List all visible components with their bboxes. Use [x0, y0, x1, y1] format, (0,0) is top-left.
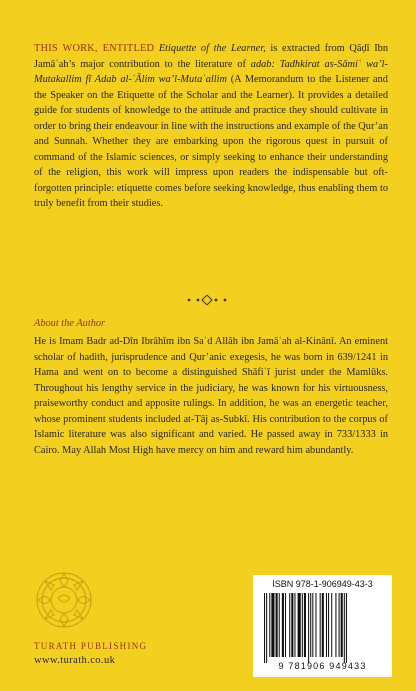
blurb-text-2: (A Memorandum to the Listener and the Speaker on the Etiquette of the Scholar and the Learner). It provides a detailed guide for students of knowledge to the attitude and practice they should cultivate in order to bring their endeavour in line with the instructions and example of the Qur’an and Sunnah. Whether they are embarking upon the rigorous quest in pursuit of command of the Islamic sciences, or simply seeking to enhance their understanding of the religion, this work will impress upon readers the indispensable but oft-forgotten principle: etiquette comes before seeking knowledge, thus enabling them to truly benefit from their studies.: [34, 74, 388, 209]
barcode-bars: [262, 593, 384, 663]
barcode-bar: [282, 593, 284, 657]
publisher-website: www.turath.co.uk: [34, 655, 116, 666]
barcode-digits: 9 781906 949433: [278, 661, 367, 671]
barcode-bar: [331, 593, 332, 657]
blurb-lead-caps: THIS WORK, ENTITLED: [34, 43, 155, 54]
barcode-bar: [271, 593, 274, 657]
isbn-barcode: [253, 575, 392, 677]
barcode-bar: [269, 593, 270, 657]
barcode-bar: [291, 593, 293, 657]
isbn-label: ISBN 978-1-906949-43-3: [272, 579, 373, 589]
barcode-bar: [326, 593, 327, 657]
barcode-bar: [320, 593, 321, 657]
barcode-bar: [266, 593, 267, 663]
about-author-heading: About the Author: [34, 318, 106, 329]
book-title-italic: Etiquette of the Learner,: [158, 43, 266, 54]
barcode-bar: [308, 593, 309, 663]
barcode-bar: [344, 593, 345, 663]
barcode-bar: [285, 593, 286, 657]
publisher-name: TURATH PUBLISHING: [34, 641, 148, 651]
barcode-bar: [322, 593, 324, 657]
about-author-text: He is Imam Badr ad-Dīn Ibrāhīm ibn Saʿd Allāh ibn Jamāʿah al-Kinānī. An eminent scholar of hadith, jurisprudence and Qur’anic exegesis, he was born in 639/1241 in Hama and went on to become a distinguished Shāfiʿī jurist under the Mamlūks. Throughout his lengthy service in the judiciary, he was known for his virtuousness, praiseworthy conduct and apposite rulings. In addition, he was an energetic teacher, whose prominent students included at-Tāj as-Subkī. His contribution to the corpus of Islamic literature was also significant and varied. He passed away in 733/1333 in Cairo. May Allah Most High have mercy on him and reward him abundantly.: [34, 336, 388, 456]
barcode-bar: [302, 593, 303, 657]
barcode-bar: [328, 593, 329, 657]
barcode-bar: [346, 593, 347, 663]
barcode-bar: [310, 593, 311, 657]
barcode-bar: [341, 593, 343, 657]
diamond-dots-ornament-icon: [180, 295, 234, 305]
barcode-bar: [264, 593, 265, 663]
barcode-bar: [276, 593, 278, 657]
barcode-bar: [294, 593, 295, 657]
blurb-text-1: is extracted from Qāḍī Ibn Jamāʿah’s major contribution to the literature of: [34, 43, 388, 70]
turath-seal-logo-icon: [35, 571, 93, 629]
barcode-bar: [312, 593, 313, 657]
barcode-bar: [279, 593, 280, 657]
barcode-bar: [289, 593, 290, 657]
barcode-bar: [315, 593, 316, 657]
barcode-bar: [335, 593, 336, 657]
barcode-bar: [298, 593, 301, 657]
barcode-bar: [304, 593, 306, 657]
barcode-bar: [339, 593, 340, 657]
blurb-paragraph: [34, 41, 388, 212]
arabic-title-italic: adab: Tadhkirat as-Sāmiʿ wa’l-Mutakallim fī Adab al-ʿĀlim wa’l-Mutaʿallim: [34, 58, 388, 85]
